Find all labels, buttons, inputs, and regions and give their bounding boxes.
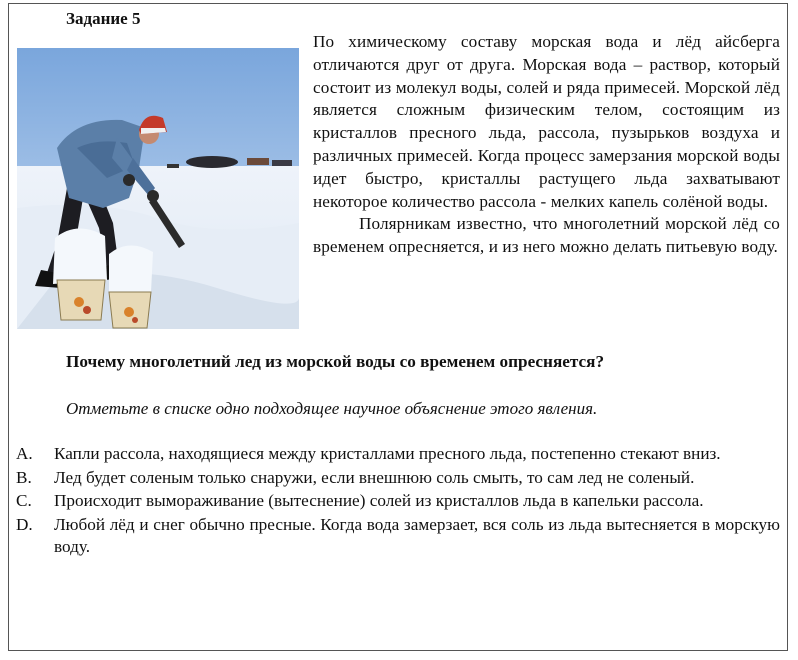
answer-options <box>16 443 780 560</box>
option-letter: D. <box>16 514 33 534</box>
option-text: Происходит вымораживание (вытеснение) солей из кристаллов льда в капельки рассола. <box>54 491 704 510</box>
option-b[interactable] <box>16 467 780 490</box>
polar-worker-photo <box>17 48 299 329</box>
option-a[interactable] <box>16 443 780 466</box>
option-text: Любой лёд и снег обычно пресные. Когда вода замерзает, вся соль из льда вытесняется в морскую воду. <box>54 514 780 556</box>
option-letter: A. <box>16 444 33 463</box>
task-title: Задание 5 <box>66 9 141 28</box>
option-letter: C. <box>16 491 32 510</box>
question: Почему многолетний лед из морской воды со временем опресняется? <box>66 352 605 371</box>
option-letter: B. <box>16 467 32 487</box>
option-d[interactable] <box>16 514 780 559</box>
intro-paragraph-2: Полярникам известно, что многолетний морской лёд со временем опресняется, и из него можно делать питьевую воду. <box>313 214 780 257</box>
intro-text <box>313 31 780 259</box>
intro-paragraph-1: По химическому составу морская вода и лёд айсберга отличаются друг от друга. Морская вода – раствор, который состоит из молекул воды, солей и ряда примесей. Морской лёд является сложным физическим телом, состоящим из кристаллов пресного льда, рассола, пузырьков воздуха и различных примесей. Когда процесс замерзания морской воды идет быстро, кристаллы растущего льда захватывают некоторое количество рассола - мелких капель солёной воды. <box>313 32 780 211</box>
instruction: Отметьте в списке одно подходящее научное объяснение этого явления. <box>66 399 598 418</box>
option-c[interactable] <box>16 490 780 513</box>
option-text: Лед будет соленым только снаружи, если внешнюю соль смыть, то сам лед не соленый. <box>54 467 695 487</box>
option-text: Капли рассола, находящиеся между кристаллами пресного льда, постепенно стекают вниз. <box>54 444 721 463</box>
